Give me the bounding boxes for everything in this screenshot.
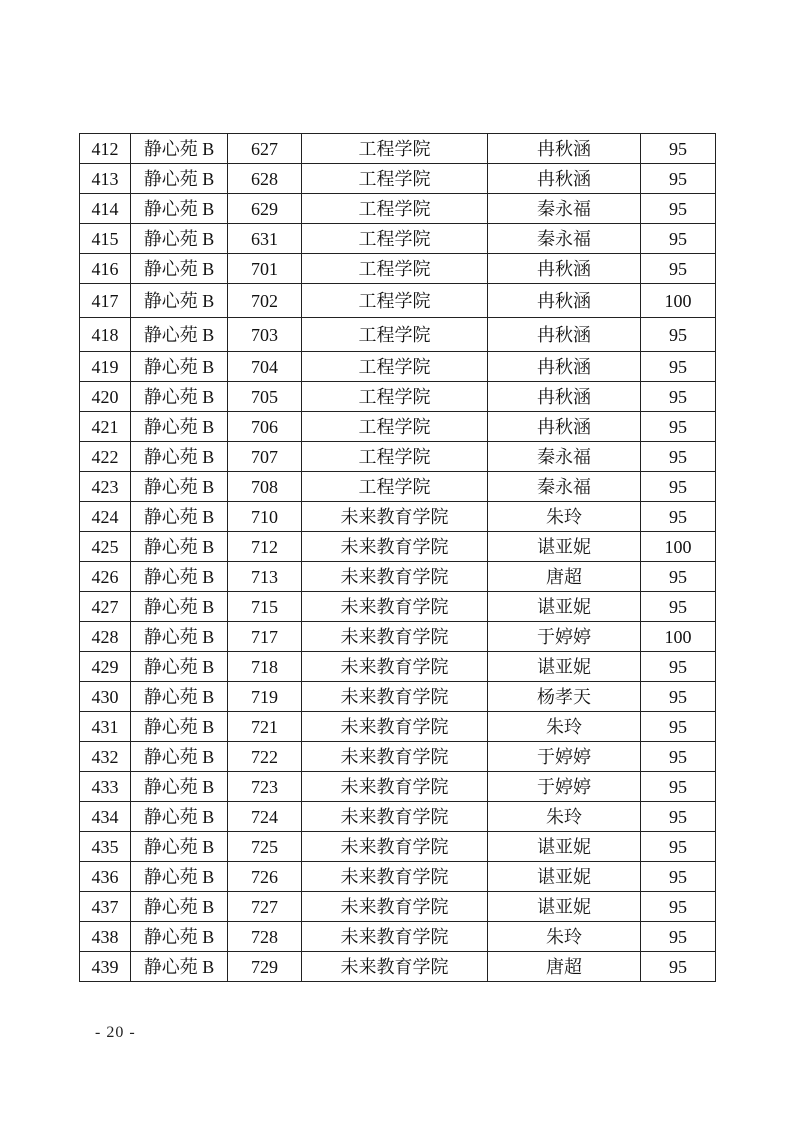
cell-inspector: 谌亚妮 [488,652,641,682]
table-row [80,532,716,562]
cell-inspector: 冉秋涵 [488,134,641,164]
cell-room: 708 [228,472,302,502]
cell-score: 95 [641,802,716,832]
cell-number: 430 [80,682,131,712]
table-row [80,164,716,194]
table-row [80,224,716,254]
cell-college: 工程学院 [302,442,488,472]
cell-inspector: 秦永福 [488,442,641,472]
cell-room: 717 [228,622,302,652]
cell-room: 726 [228,862,302,892]
cell-inspector: 冉秋涵 [488,382,641,412]
cell-college: 未来教育学院 [302,652,488,682]
cell-building: 静心苑 B [131,532,228,562]
table-row [80,952,716,982]
cell-number: 438 [80,922,131,952]
cell-score: 95 [641,318,716,352]
cell-college: 工程学院 [302,284,488,318]
cell-inspector: 秦永福 [488,472,641,502]
cell-number: 421 [80,412,131,442]
cell-college: 未来教育学院 [302,832,488,862]
cell-building: 静心苑 B [131,224,228,254]
table-body [80,134,716,982]
cell-inspector: 冉秋涵 [488,412,641,442]
cell-room: 629 [228,194,302,224]
cell-building: 静心苑 B [131,952,228,982]
cell-score: 95 [641,862,716,892]
cell-building: 静心苑 B [131,712,228,742]
cell-college: 未来教育学院 [302,562,488,592]
table-row [80,442,716,472]
cell-inspector: 谌亚妮 [488,532,641,562]
cell-number: 417 [80,284,131,318]
cell-room: 715 [228,592,302,622]
cell-room: 701 [228,254,302,284]
cell-room: 719 [228,682,302,712]
cell-number: 420 [80,382,131,412]
cell-building: 静心苑 B [131,562,228,592]
cell-score: 95 [641,712,716,742]
table-row [80,652,716,682]
cell-score: 95 [641,194,716,224]
cell-room: 706 [228,412,302,442]
cell-score: 95 [641,412,716,442]
cell-number: 429 [80,652,131,682]
cell-number: 419 [80,352,131,382]
cell-inspector: 唐超 [488,952,641,982]
cell-room: 705 [228,382,302,412]
cell-college: 未来教育学院 [302,802,488,832]
table-row [80,562,716,592]
cell-building: 静心苑 B [131,284,228,318]
table-row [80,592,716,622]
table-row [80,772,716,802]
cell-college: 未来教育学院 [302,622,488,652]
cell-inspector: 冉秋涵 [488,284,641,318]
cell-room: 710 [228,502,302,532]
table-row [80,352,716,382]
cell-college: 工程学院 [302,254,488,284]
cell-college: 工程学院 [302,164,488,194]
cell-room: 631 [228,224,302,254]
cell-college: 工程学院 [302,134,488,164]
cell-college: 工程学院 [302,194,488,224]
cell-inspector: 朱玲 [488,922,641,952]
table-row [80,502,716,532]
cell-room: 721 [228,712,302,742]
table-row [80,742,716,772]
cell-score: 95 [641,682,716,712]
cell-room: 728 [228,922,302,952]
cell-inspector: 冉秋涵 [488,352,641,382]
cell-inspector: 朱玲 [488,802,641,832]
cell-college: 未来教育学院 [302,502,488,532]
table-row [80,382,716,412]
cell-college: 工程学院 [302,224,488,254]
cell-score: 95 [641,134,716,164]
cell-building: 静心苑 B [131,862,228,892]
cell-building: 静心苑 B [131,742,228,772]
table-row [80,832,716,862]
cell-inspector: 于婷婷 [488,772,641,802]
cell-score: 95 [641,742,716,772]
table-row [80,712,716,742]
cell-score: 95 [641,892,716,922]
cell-score: 95 [641,922,716,952]
cell-building: 静心苑 B [131,412,228,442]
cell-number: 432 [80,742,131,772]
cell-score: 95 [641,352,716,382]
cell-inspector: 谌亚妮 [488,892,641,922]
table-row [80,892,716,922]
cell-inspector: 谌亚妮 [488,862,641,892]
table-row [80,318,716,352]
table-row [80,682,716,712]
cell-score: 95 [641,592,716,622]
cell-score: 100 [641,284,716,318]
cell-building: 静心苑 B [131,382,228,412]
cell-building: 静心苑 B [131,772,228,802]
table-row [80,412,716,442]
cell-room: 712 [228,532,302,562]
cell-college: 工程学院 [302,412,488,442]
table-row [80,472,716,502]
cell-building: 静心苑 B [131,592,228,622]
cell-room: 628 [228,164,302,194]
cell-college: 未来教育学院 [302,712,488,742]
cell-room: 713 [228,562,302,592]
cell-building: 静心苑 B [131,652,228,682]
cell-inspector: 朱玲 [488,712,641,742]
cell-room: 702 [228,284,302,318]
cell-room: 722 [228,742,302,772]
cell-building: 静心苑 B [131,442,228,472]
cell-inspector: 朱玲 [488,502,641,532]
table-row [80,134,716,164]
cell-room: 718 [228,652,302,682]
cell-number: 433 [80,772,131,802]
cell-inspector: 谌亚妮 [488,832,641,862]
cell-score: 95 [641,562,716,592]
table-row [80,254,716,284]
table-row [80,862,716,892]
cell-room: 704 [228,352,302,382]
cell-college: 未来教育学院 [302,892,488,922]
cell-number: 414 [80,194,131,224]
cell-room: 724 [228,802,302,832]
cell-building: 静心苑 B [131,892,228,922]
cell-number: 424 [80,502,131,532]
cell-room: 729 [228,952,302,982]
cell-score: 95 [641,472,716,502]
cell-college: 未来教育学院 [302,592,488,622]
cell-building: 静心苑 B [131,922,228,952]
cell-number: 427 [80,592,131,622]
cell-score: 95 [641,952,716,982]
cell-building: 静心苑 B [131,472,228,502]
cell-inspector: 冉秋涵 [488,164,641,194]
table-row [80,922,716,952]
cell-college: 工程学院 [302,352,488,382]
cell-score: 95 [641,224,716,254]
cell-college: 未来教育学院 [302,772,488,802]
cell-inspector: 于婷婷 [488,622,641,652]
cell-score: 95 [641,254,716,284]
cell-inspector: 秦永福 [488,224,641,254]
cell-number: 416 [80,254,131,284]
cell-college: 未来教育学院 [302,952,488,982]
cell-number: 437 [80,892,131,922]
cell-number: 426 [80,562,131,592]
cell-number: 434 [80,802,131,832]
cell-building: 静心苑 B [131,832,228,862]
cell-number: 418 [80,318,131,352]
cell-college: 工程学院 [302,472,488,502]
cell-building: 静心苑 B [131,194,228,224]
table-row [80,284,716,318]
cell-number: 435 [80,832,131,862]
cell-room: 727 [228,892,302,922]
cell-building: 静心苑 B [131,352,228,382]
cell-number: 413 [80,164,131,194]
cell-room: 723 [228,772,302,802]
cell-building: 静心苑 B [131,502,228,532]
cell-score: 95 [641,164,716,194]
table-row [80,622,716,652]
table-row [80,802,716,832]
cell-building: 静心苑 B [131,318,228,352]
cell-number: 439 [80,952,131,982]
cell-inspector: 杨孝天 [488,682,641,712]
cell-score: 95 [641,652,716,682]
cell-inspector: 谌亚妮 [488,592,641,622]
cell-building: 静心苑 B [131,164,228,194]
cell-number: 431 [80,712,131,742]
cell-score: 95 [641,382,716,412]
cell-inspector: 冉秋涵 [488,318,641,352]
cell-college: 未来教育学院 [302,862,488,892]
table-row [80,194,716,224]
cell-college: 未来教育学院 [302,742,488,772]
cell-college: 工程学院 [302,318,488,352]
dormitory-score-table [79,133,716,982]
cell-score: 100 [641,622,716,652]
cell-building: 静心苑 B [131,622,228,652]
cell-score: 95 [641,502,716,532]
cell-building: 静心苑 B [131,254,228,284]
cell-college: 未来教育学院 [302,682,488,712]
cell-room: 703 [228,318,302,352]
cell-score: 100 [641,532,716,562]
cell-college: 未来教育学院 [302,532,488,562]
cell-number: 425 [80,532,131,562]
cell-college: 未来教育学院 [302,922,488,952]
cell-score: 95 [641,442,716,472]
cell-inspector: 秦永福 [488,194,641,224]
cell-building: 静心苑 B [131,134,228,164]
cell-number: 436 [80,862,131,892]
cell-number: 412 [80,134,131,164]
cell-inspector: 冉秋涵 [488,254,641,284]
cell-college: 工程学院 [302,382,488,412]
cell-building: 静心苑 B [131,802,228,832]
cell-room: 725 [228,832,302,862]
cell-number: 422 [80,442,131,472]
cell-inspector: 唐超 [488,562,641,592]
cell-number: 415 [80,224,131,254]
cell-building: 静心苑 B [131,682,228,712]
cell-room: 707 [228,442,302,472]
cell-number: 423 [80,472,131,502]
cell-score: 95 [641,772,716,802]
cell-room: 627 [228,134,302,164]
cell-score: 95 [641,832,716,862]
page-number: - 20 - [95,1024,136,1041]
cell-number: 428 [80,622,131,652]
cell-inspector: 于婷婷 [488,742,641,772]
